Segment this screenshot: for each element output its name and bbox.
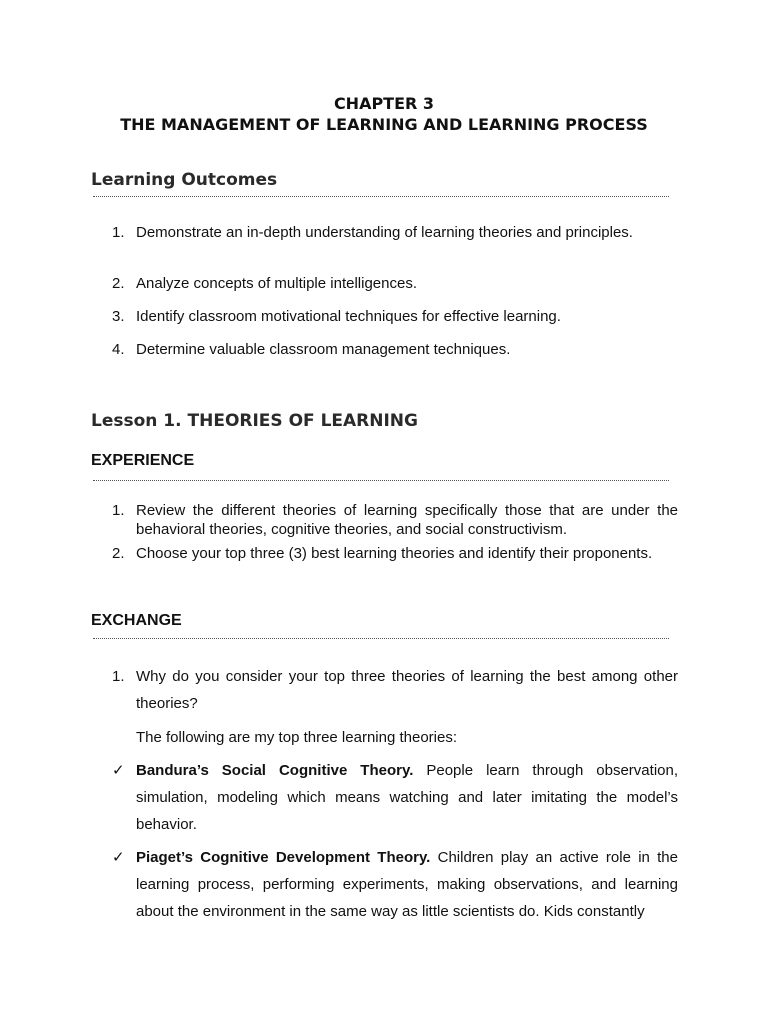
theory-text	[136, 757, 678, 838]
dotted-divider	[93, 196, 669, 197]
dotted-divider	[93, 480, 669, 481]
exchange-heading: EXCHANGE	[91, 612, 182, 629]
outcome-text: Identify classroom motivational techniques for effective learning.	[136, 308, 561, 325]
chapter-name: THE MANAGEMENT OF LEARNING AND LEARNING PROCESS	[120, 115, 648, 134]
chapter-title	[0, 93, 768, 135]
dotted-divider	[93, 638, 669, 639]
chapter-number: CHAPTER 3	[333, 94, 435, 113]
experience-text: Choose your top three (3) best learning theories and identify their proponents.	[136, 545, 653, 562]
theory-description: Children play an active role in the learning process, performing experiments, making observations, and learning about the environment in the same way as little scientists do. Kids constantly	[136, 849, 678, 920]
experience-heading: EXPERIENCE	[91, 452, 195, 469]
theories-intro: The following are my top three learning theories:	[136, 729, 458, 746]
theory-text	[136, 844, 678, 925]
outcome-number: 3.	[112, 308, 125, 325]
experience-number: 2.	[112, 545, 125, 562]
lesson-heading: Lesson 1. THEORIES OF LEARNING	[91, 411, 418, 431]
theory-description: People learn through observation, simulation, modeling which means watching and later imitating the model’s behavior.	[136, 762, 678, 833]
outcome-number: 2.	[112, 275, 125, 292]
theory-title: Bandura’s Social Cognitive Theory.	[136, 762, 414, 779]
experience-text: Review the different theories of learning specifically those that are under the behavioral theories, cognitive theories, and social constructivism.	[136, 502, 678, 538]
checkmark-icon: ✓	[112, 762, 125, 779]
theory-title: Piaget’s Cognitive Development Theory.	[136, 849, 431, 866]
experience-number: 1.	[112, 502, 125, 519]
outcome-text: Determine valuable classroom management techniques.	[136, 341, 511, 358]
learning-outcomes-heading: Learning Outcomes	[91, 170, 278, 190]
outcome-number: 1.	[112, 224, 125, 241]
outcome-number: 4.	[112, 341, 125, 358]
outcome-text: Analyze concepts of multiple intelligences.	[136, 275, 417, 292]
exchange-number: 1.	[112, 668, 125, 685]
exchange-text: Why do you consider your top three theories of learning the best among other theories?	[136, 668, 678, 712]
outcome-text: Demonstrate an in-depth understanding of learning theories and principles.	[136, 224, 633, 241]
checkmark-icon: ✓	[112, 849, 125, 866]
